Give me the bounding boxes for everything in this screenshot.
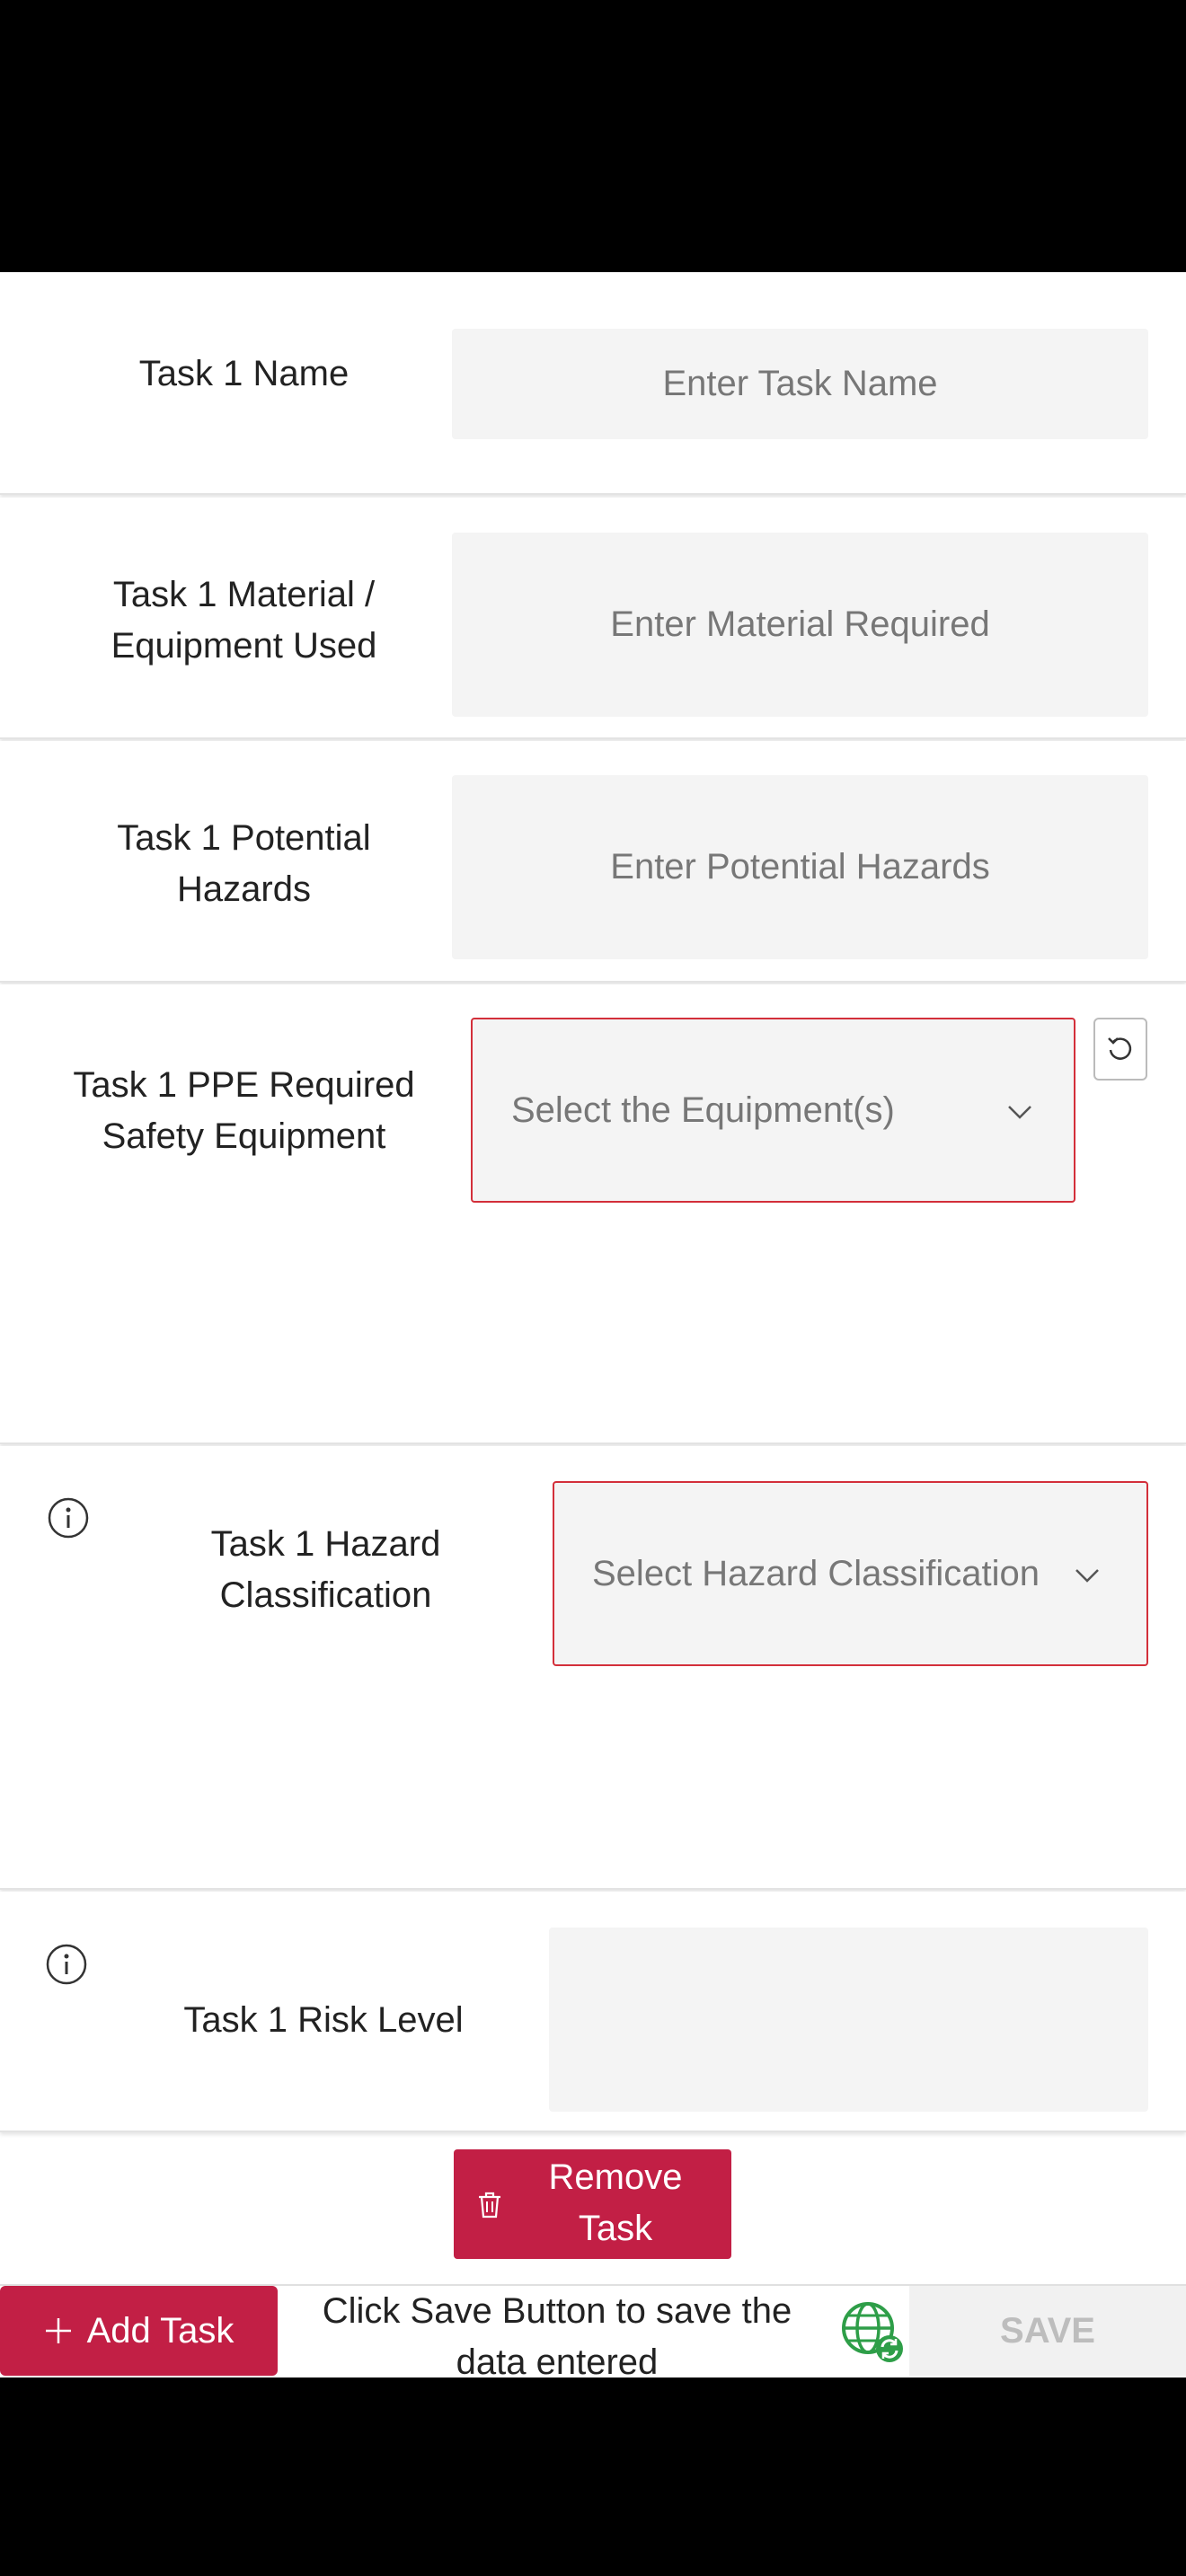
chevron-down-icon [1075,1567,1100,1584]
ppe-label: Task 1 PPE Required Safety Equipment [73,1065,415,1156]
hazards-label: Task 1 Potential Hazards [117,818,371,909]
trash-icon [476,2191,503,2219]
task-name-input[interactable]: Enter Task Name [452,329,1148,439]
save-button[interactable]: SAVE [909,2286,1186,2376]
ppe-select-placeholder: Select the Equipment(s) [511,1090,895,1130]
hazards-input[interactable]: Enter Potential Hazards [452,775,1148,959]
save-message: Click Save Button to save the data entered [322,2291,792,2376]
globe-sync-icon [839,2299,904,2364]
remove-task-label: Remove Task [548,2157,683,2248]
reset-button[interactable] [1093,1018,1147,1081]
info-icon[interactable] [45,1943,88,1986]
ppe-select[interactable] [471,1018,1075,1203]
remove-task-button[interactable] [454,2149,731,2259]
hazard-class-label: Task 1 Hazard Classification [210,1524,441,1615]
reset-icon [1105,1034,1136,1064]
hazard-class-select-placeholder: Select Hazard Classification [592,1553,1040,1593]
add-task-label: Add Task [86,2310,235,2351]
add-task-button[interactable] [0,2286,278,2376]
task-name-label: Task 1 Name [138,354,350,393]
material-input[interactable]: Enter Material Required [452,533,1148,717]
material-label: Task 1 Material / Equipment Used [111,575,377,666]
risk-level-label: Task 1 Risk Level [183,2000,464,2040]
chevron-down-icon [1007,1104,1032,1120]
plus-icon [44,2316,73,2345]
hazard-class-select[interactable] [553,1481,1148,1666]
info-icon[interactable] [47,1496,90,1539]
risk-level-field [549,1928,1148,2112]
